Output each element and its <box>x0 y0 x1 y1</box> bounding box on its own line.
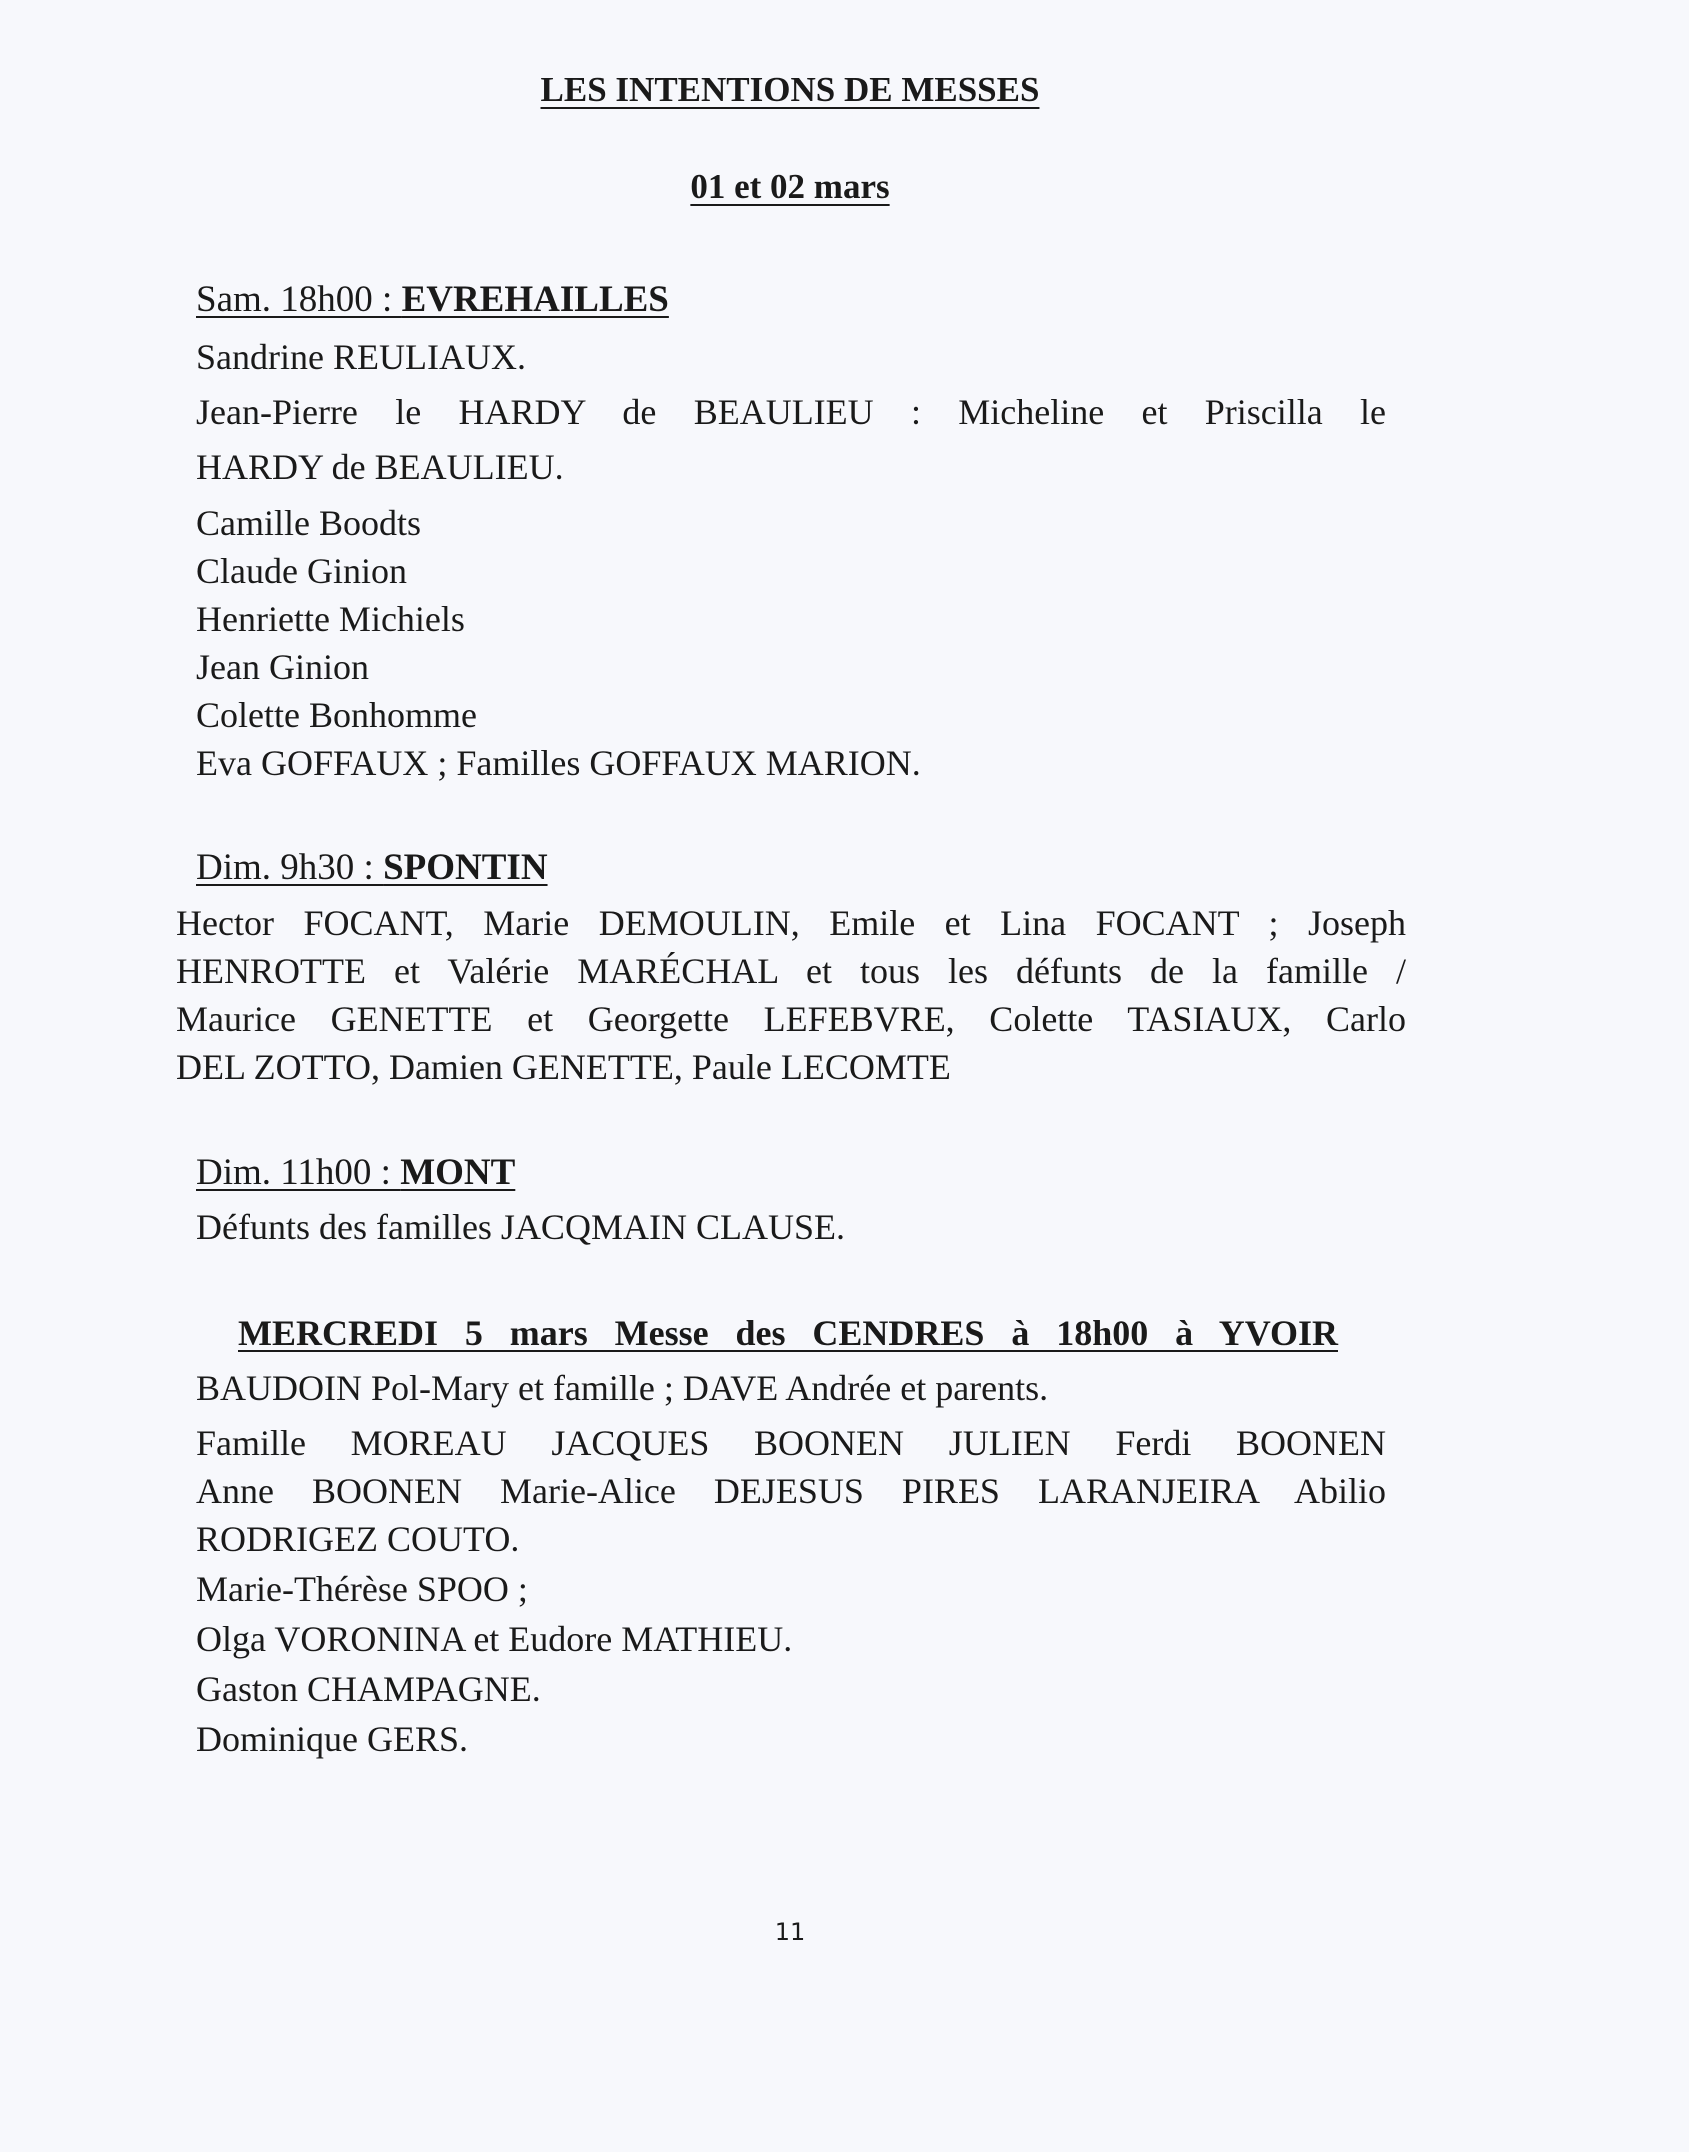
intention-line: Henriette Michiels <box>196 599 465 639</box>
mass-time: Dim. 11h00 : <box>196 1152 401 1193</box>
section-heading-mont <box>196 1151 515 1194</box>
intention-line: Camille Boodts <box>196 503 421 543</box>
mass-place: SPONTIN <box>383 847 548 888</box>
intention-line: Claude Ginion <box>196 551 407 591</box>
intention-line: Sandrine REULIAUX. <box>196 337 526 377</box>
page-number: 11 <box>774 1918 806 1946</box>
intention-line: HARDY de BEAULIEU. <box>196 447 564 487</box>
intention-line: Jean Ginion <box>196 647 369 687</box>
intention-line: RODRIGEZ COUTO. <box>196 1519 520 1559</box>
date-subtitle: 01 et 02 mars <box>690 167 890 206</box>
intention-line: Dominique GERS. <box>196 1719 469 1759</box>
intention-line: Famille MOREAU JACQUES BOONEN JULIEN Ferdi BOONEN <box>196 1423 1386 1463</box>
section-heading-cendres: MERCREDI 5 mars Messe des CENDRES à 18h00 à YVOIR <box>238 1313 1338 1353</box>
intention-line: Jean-Pierre le HARDY de BEAULIEU : Micheline et Priscilla le <box>196 392 1386 432</box>
section-heading-spontin <box>196 846 548 889</box>
intention-line: Gaston CHAMPAGNE. <box>196 1669 541 1709</box>
intention-line: Maurice GENETTE et Georgette LEFEBVRE, Colette TASIAUX, Carlo <box>176 999 1406 1039</box>
page-title: LES INTENTIONS DE MESSES <box>540 70 1040 109</box>
intention-line: DEL ZOTTO, Damien GENETTE, Paule LECOMTE <box>176 1047 951 1087</box>
mass-time: Sam. 18h00 : <box>196 279 402 320</box>
mass-place: MONT <box>400 1152 516 1193</box>
section-heading-evrehailles <box>196 278 669 321</box>
intention-line: Anne BOONEN Marie-Alice DEJESUS PIRES LARANJEIRA Abilio <box>196 1471 1386 1511</box>
intention-line: Eva GOFFAUX ; Familles GOFFAUX MARION. <box>196 743 921 783</box>
intention-line: BAUDOIN Pol-Mary et famille ; DAVE Andrée et parents. <box>196 1368 1049 1408</box>
mass-time: Dim. 9h30 : <box>196 847 384 888</box>
intention-line: HENROTTE et Valérie MARÉCHAL et tous les défunts de la famille / <box>176 951 1406 991</box>
mass-place: EVREHAILLES <box>401 279 669 320</box>
intention-line: Olga VORONINA et Eudore MATHIEU. <box>196 1619 793 1659</box>
intention-line: Colette Bonhomme <box>196 695 477 735</box>
intention-line: Marie-Thérèse SPOO ; <box>196 1569 528 1609</box>
intention-line: Hector FOCANT, Marie DEMOULIN, Emile et Lina FOCANT ; Joseph <box>176 903 1406 943</box>
intention-line: Défunts des familles JACQMAIN CLAUSE. <box>196 1207 845 1247</box>
